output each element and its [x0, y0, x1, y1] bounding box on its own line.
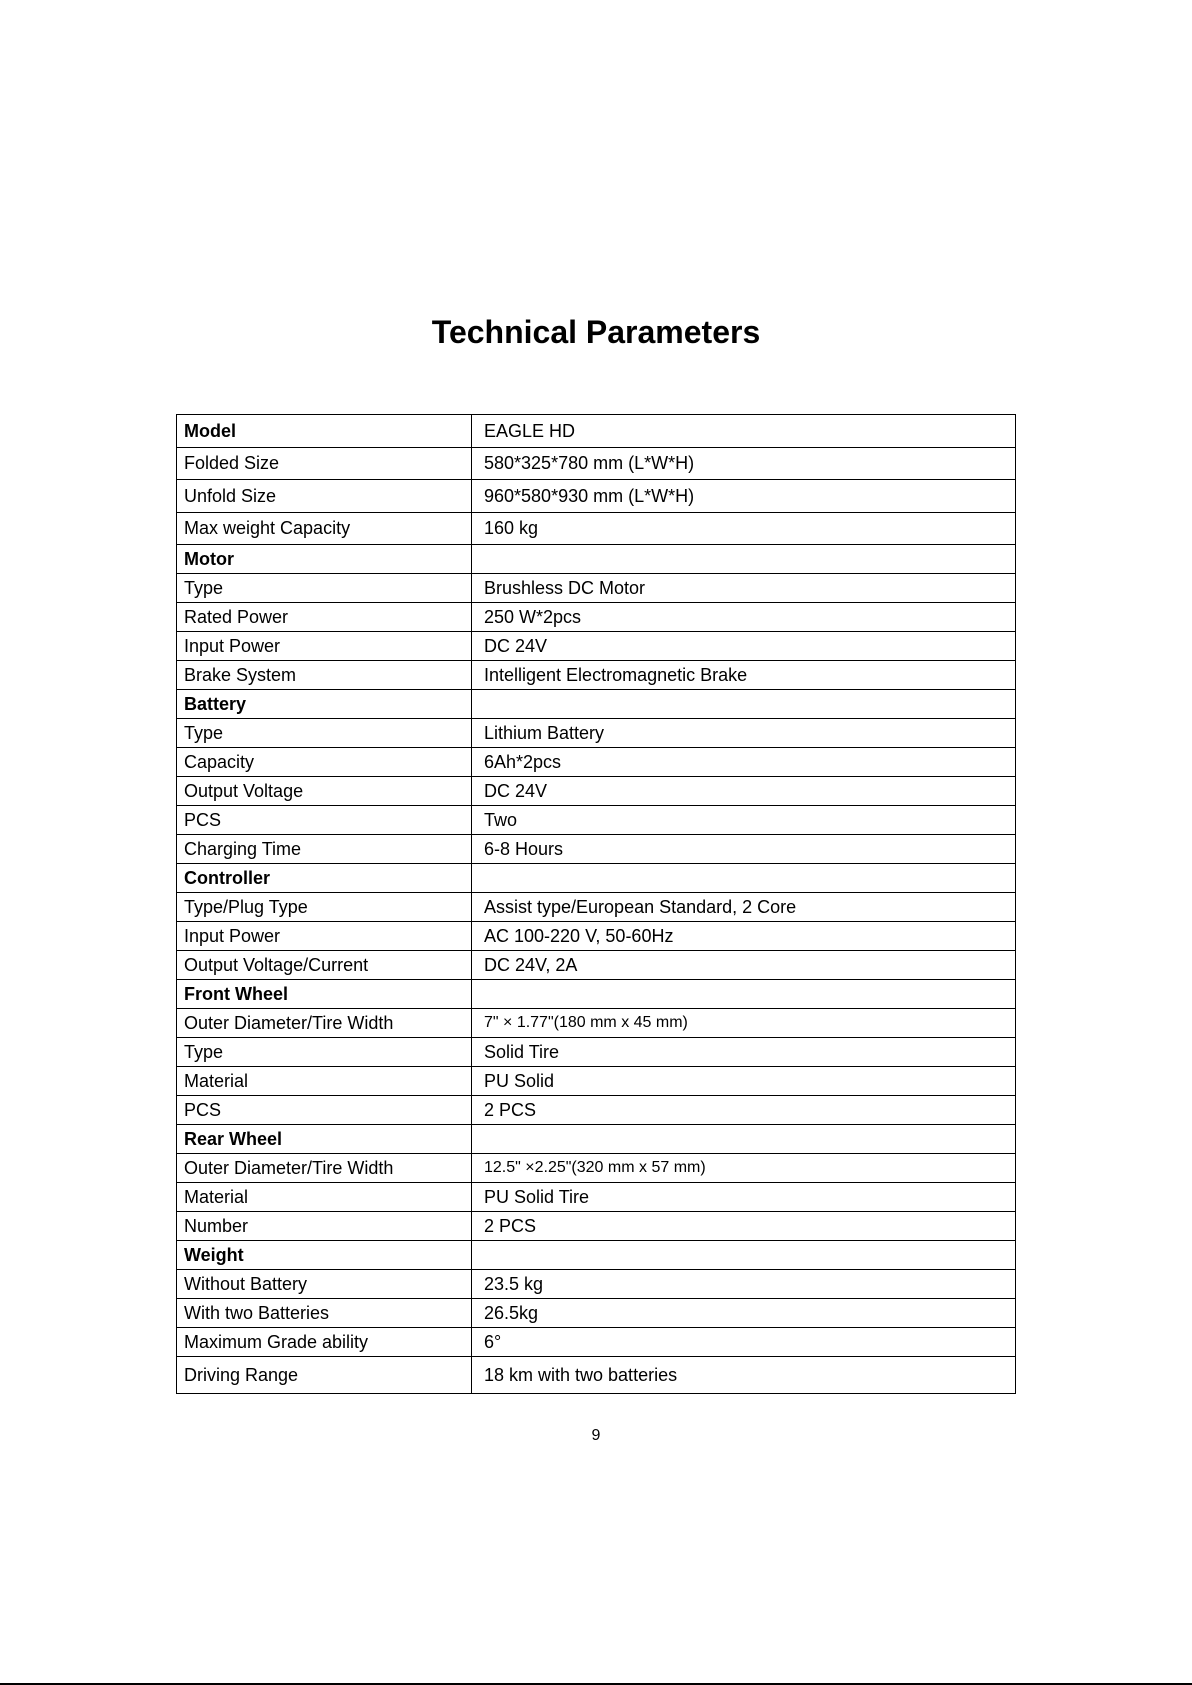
table-row [177, 922, 1016, 951]
value-cell [472, 545, 1016, 574]
param-cell: Type/Plug Type [177, 893, 472, 922]
param-cell: Outer Diameter/Tire Width [177, 1154, 472, 1183]
value-cell [472, 980, 1016, 1009]
section-header-row [177, 864, 1016, 893]
table-row [177, 1357, 1016, 1394]
section-header-row [177, 1125, 1016, 1154]
value-cell: 23.5 kg [472, 1270, 1016, 1299]
param-cell: Type [177, 574, 472, 603]
table-row [177, 512, 1016, 545]
table-row [177, 893, 1016, 922]
value-cell [472, 864, 1016, 893]
table-row [177, 1096, 1016, 1125]
param-cell: Maximum Grade ability [177, 1328, 472, 1357]
param-cell: Driving Range [177, 1357, 472, 1394]
value-cell: 160 kg [472, 512, 1016, 545]
section-header-row [177, 690, 1016, 719]
table-row [177, 777, 1016, 806]
param-cell: Model [177, 415, 472, 448]
table-row [177, 1067, 1016, 1096]
param-cell: Capacity [177, 748, 472, 777]
value-cell: 26.5kg [472, 1299, 1016, 1328]
value-cell: Lithium Battery [472, 719, 1016, 748]
table-row [177, 1038, 1016, 1067]
table-row [177, 603, 1016, 632]
value-cell: 12.5" ×2.25"(320 mm x 57 mm) [472, 1154, 1016, 1183]
param-cell: Type [177, 1038, 472, 1067]
value-cell: Intelligent Electromagnetic Brake [472, 661, 1016, 690]
value-cell [472, 1241, 1016, 1270]
param-cell: Folded Size [177, 447, 472, 480]
table-row [177, 1270, 1016, 1299]
value-cell: PU Solid Tire [472, 1183, 1016, 1212]
table-row [177, 632, 1016, 661]
table-row [177, 835, 1016, 864]
param-cell: PCS [177, 1096, 472, 1125]
param-cell: Rated Power [177, 603, 472, 632]
param-cell: Without Battery [177, 1270, 472, 1299]
param-cell: Input Power [177, 922, 472, 951]
section-header: Controller [177, 864, 472, 893]
table-row [177, 447, 1016, 480]
technical-parameters-table [176, 414, 1016, 1394]
value-cell: Brushless DC Motor [472, 574, 1016, 603]
value-cell [472, 690, 1016, 719]
page-number: 9 [591, 1427, 601, 1444]
table-row [177, 1009, 1016, 1038]
table-row [177, 415, 1016, 448]
value-cell: 6-8 Hours [472, 835, 1016, 864]
value-cell: Solid Tire [472, 1038, 1016, 1067]
table-row [177, 1183, 1016, 1212]
param-cell: Type [177, 719, 472, 748]
value-cell: DC 24V [472, 632, 1016, 661]
param-cell: PCS [177, 806, 472, 835]
table-row [177, 806, 1016, 835]
param-cell: Output Voltage/Current [177, 951, 472, 980]
section-header: Battery [177, 690, 472, 719]
param-cell: Input Power [177, 632, 472, 661]
table-row [177, 574, 1016, 603]
value-cell: EAGLE HD [472, 415, 1016, 448]
section-header-row [177, 980, 1016, 1009]
value-cell: 2 PCS [472, 1212, 1016, 1241]
value-cell: 2 PCS [472, 1096, 1016, 1125]
value-cell: 580*325*780 mm (L*W*H) [472, 447, 1016, 480]
section-header: Rear Wheel [177, 1125, 472, 1154]
value-cell: Two [472, 806, 1016, 835]
param-cell: Number [177, 1212, 472, 1241]
value-cell: 7" × 1.77"(180 mm x 45 mm) [472, 1009, 1016, 1038]
param-cell: Material [177, 1067, 472, 1096]
section-header-row [177, 1241, 1016, 1270]
param-cell: Brake System [177, 661, 472, 690]
table-row [177, 1212, 1016, 1241]
page-title: Technical Parameters [431, 314, 761, 350]
value-cell: Assist type/European Standard, 2 Core [472, 893, 1016, 922]
table-row [177, 1328, 1016, 1357]
param-cell: Unfold Size [177, 480, 472, 513]
value-cell: 6° [472, 1328, 1016, 1357]
table-row [177, 1154, 1016, 1183]
table-row [177, 748, 1016, 777]
table-row [177, 719, 1016, 748]
value-cell: DC 24V, 2A [472, 951, 1016, 980]
param-cell: Charging Time [177, 835, 472, 864]
section-header-row [177, 545, 1016, 574]
table-row [177, 480, 1016, 513]
value-cell: AC 100-220 V, 50-60Hz [472, 922, 1016, 951]
section-header: Weight [177, 1241, 472, 1270]
table-row [177, 1299, 1016, 1328]
value-cell [472, 1125, 1016, 1154]
value-cell: DC 24V [472, 777, 1016, 806]
param-cell: Output Voltage [177, 777, 472, 806]
param-cell: Outer Diameter/Tire Width [177, 1009, 472, 1038]
value-cell: 960*580*930 mm (L*W*H) [472, 480, 1016, 513]
section-header: Motor [177, 545, 472, 574]
value-cell: PU Solid [472, 1067, 1016, 1096]
table-row [177, 661, 1016, 690]
param-cell: Material [177, 1183, 472, 1212]
param-cell: With two Batteries [177, 1299, 472, 1328]
value-cell: 18 km with two batteries [472, 1357, 1016, 1394]
table-row [177, 951, 1016, 980]
section-header: Front Wheel [177, 980, 472, 1009]
param-cell: Max weight Capacity [177, 512, 472, 545]
value-cell: 6Ah*2pcs [472, 748, 1016, 777]
value-cell: 250 W*2pcs [472, 603, 1016, 632]
